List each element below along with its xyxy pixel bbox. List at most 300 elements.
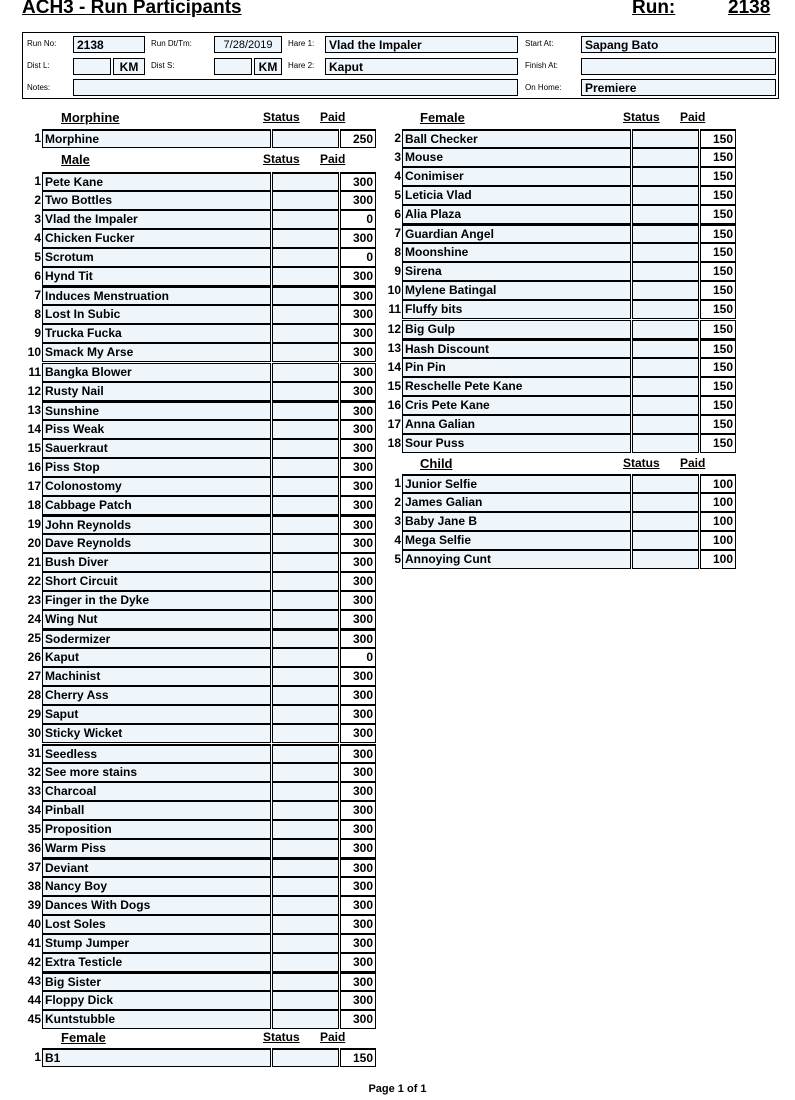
status-cell[interactable] xyxy=(272,420,339,439)
table-row[interactable] xyxy=(22,744,376,763)
paid-amount[interactable]: 300 xyxy=(340,477,376,496)
status-cell[interactable] xyxy=(272,401,339,420)
paid-amount[interactable]: 100 xyxy=(700,550,736,569)
participant-name[interactable]: Chicken Fucker xyxy=(42,229,271,248)
table-row[interactable] xyxy=(22,458,376,477)
table-row[interactable] xyxy=(380,281,736,300)
table-row[interactable] xyxy=(22,515,376,534)
status-cell[interactable] xyxy=(272,1048,339,1067)
participant-name[interactable]: Sirena xyxy=(402,262,631,281)
participant-name[interactable]: Junior Selfie xyxy=(402,474,631,493)
table-row[interactable] xyxy=(22,724,376,743)
participant-name[interactable]: Floppy Dick xyxy=(42,991,271,1010)
row-number: 17 xyxy=(27,478,41,493)
table-row[interactable] xyxy=(22,686,376,705)
hare2-field[interactable]: Kaput xyxy=(325,58,518,75)
participant-name[interactable]: Hynd Tit xyxy=(42,267,271,286)
table-row[interactable] xyxy=(22,591,376,610)
table-row[interactable] xyxy=(22,210,376,229)
paid-amount[interactable]: 300 xyxy=(340,267,376,286)
hare1-field[interactable]: Vlad the Impaler xyxy=(325,36,518,53)
status-cell[interactable] xyxy=(632,262,699,281)
status-cell[interactable] xyxy=(272,629,339,648)
paid-amount[interactable]: 300 xyxy=(340,991,376,1010)
status-cell[interactable] xyxy=(632,550,699,569)
status-cell[interactable] xyxy=(272,782,339,801)
paid-amount[interactable]: 300 xyxy=(340,877,376,896)
table-row[interactable] xyxy=(22,477,376,496)
table-row[interactable] xyxy=(22,229,376,248)
table-row[interactable] xyxy=(380,320,736,339)
participant-name[interactable]: Mega Selfie xyxy=(402,531,631,550)
status-cell[interactable] xyxy=(272,343,339,362)
participant-name[interactable]: Machinist xyxy=(42,667,271,686)
table-row[interactable] xyxy=(22,915,376,934)
paid-amount[interactable]: 300 xyxy=(340,515,376,534)
paid-amount[interactable]: 150 xyxy=(700,320,736,339)
paid-amount[interactable]: 300 xyxy=(340,953,376,972)
table-row[interactable] xyxy=(380,224,736,243)
participant-name[interactable]: Cabbage Patch xyxy=(42,496,271,515)
table-row[interactable] xyxy=(22,953,376,972)
participant-name[interactable]: Annoying Cunt xyxy=(402,550,631,569)
paid-amount[interactable]: 300 xyxy=(340,305,376,324)
paid-amount[interactable]: 150 xyxy=(700,415,736,434)
dist-s-label: Dist S: xyxy=(151,61,175,70)
participant-name[interactable]: Bush Diver xyxy=(42,553,271,572)
paid-amount[interactable]: 0 xyxy=(340,648,376,667)
paid-amount[interactable]: 100 xyxy=(700,474,736,493)
table-row[interactable] xyxy=(380,550,736,569)
paid-amount[interactable]: 150 xyxy=(700,396,736,415)
status-cell[interactable] xyxy=(272,1010,339,1029)
paid-amount[interactable]: 300 xyxy=(340,286,376,305)
table-row[interactable] xyxy=(22,991,376,1010)
paid-column-header: Paid xyxy=(320,1030,346,1044)
participant-name[interactable]: Mylene Batingal xyxy=(402,281,631,300)
paid-amount[interactable]: 300 xyxy=(340,724,376,743)
paid-amount[interactable]: 300 xyxy=(340,363,376,382)
status-cell[interactable] xyxy=(632,281,699,300)
participant-name[interactable]: James Galian xyxy=(402,493,631,512)
table-row[interactable] xyxy=(22,667,376,686)
participant-name[interactable]: Wing Nut xyxy=(42,610,271,629)
paid-amount[interactable]: 300 xyxy=(340,972,376,991)
status-cell[interactable] xyxy=(272,763,339,782)
table-row[interactable] xyxy=(380,300,736,319)
status-cell[interactable] xyxy=(632,186,699,205)
status-cell[interactable] xyxy=(632,493,699,512)
table-row[interactable] xyxy=(22,324,376,343)
paid-amount[interactable]: 300 xyxy=(340,572,376,591)
status-cell[interactable] xyxy=(632,148,699,167)
table-row[interactable] xyxy=(22,286,376,305)
table-row[interactable] xyxy=(22,191,376,210)
table-row[interactable] xyxy=(22,972,376,991)
paid-amount[interactable]: 300 xyxy=(340,610,376,629)
status-cell[interactable] xyxy=(272,553,339,572)
participant-name[interactable]: Sour Puss xyxy=(402,434,631,453)
participant-name[interactable]: Lost In Subic xyxy=(42,305,271,324)
status-cell[interactable] xyxy=(632,531,699,550)
status-cell[interactable] xyxy=(632,300,699,319)
table-row[interactable] xyxy=(22,267,376,286)
participant-name[interactable]: Pin Pin xyxy=(402,358,631,377)
status-cell[interactable] xyxy=(272,286,339,305)
table-row[interactable] xyxy=(380,167,736,186)
table-row[interactable] xyxy=(22,934,376,953)
participant-name[interactable]: Finger in the Dyke xyxy=(42,591,271,610)
table-row[interactable] xyxy=(22,363,376,382)
paid-amount[interactable]: 300 xyxy=(340,420,376,439)
status-cell[interactable] xyxy=(272,648,339,667)
paid-amount[interactable]: 150 xyxy=(700,205,736,224)
paid-amount[interactable]: 100 xyxy=(700,531,736,550)
table-row[interactable] xyxy=(22,705,376,724)
participant-name[interactable]: See more stains xyxy=(42,763,271,782)
paid-amount[interactable]: 300 xyxy=(340,744,376,763)
table-row[interactable] xyxy=(380,434,736,453)
table-row[interactable] xyxy=(22,629,376,648)
table-row[interactable] xyxy=(380,512,736,531)
paid-amount[interactable]: 100 xyxy=(700,512,736,531)
table-row[interactable] xyxy=(22,648,376,667)
table-row[interactable] xyxy=(380,396,736,415)
table-row[interactable] xyxy=(22,129,376,148)
paid-amount[interactable]: 300 xyxy=(340,458,376,477)
paid-amount[interactable]: 300 xyxy=(340,172,376,191)
participant-name[interactable]: Ball Checker xyxy=(402,129,631,148)
row-number: 5 xyxy=(394,552,401,567)
participant-name[interactable]: Two Bottles xyxy=(42,191,271,210)
table-row[interactable] xyxy=(380,474,736,493)
participant-name[interactable]: Smack My Arse xyxy=(42,343,271,362)
participant-name[interactable]: B1 xyxy=(42,1048,271,1067)
participant-name[interactable]: Bangka Blower xyxy=(42,363,271,382)
status-cell[interactable] xyxy=(272,934,339,953)
participant-name[interactable]: Proposition xyxy=(42,820,271,839)
table-row[interactable] xyxy=(22,1010,376,1029)
table-row[interactable] xyxy=(22,839,376,858)
participant-name[interactable]: Kuntstubble xyxy=(42,1010,271,1029)
participant-name[interactable]: Pete Kane xyxy=(42,172,271,191)
table-row[interactable] xyxy=(22,305,376,324)
participant-name[interactable]: Mouse xyxy=(402,148,631,167)
status-cell[interactable] xyxy=(272,363,339,382)
status-cell[interactable] xyxy=(272,248,339,267)
paid-amount[interactable]: 300 xyxy=(340,324,376,343)
paid-amount[interactable]: 300 xyxy=(340,629,376,648)
participant-name[interactable]: Rusty Nail xyxy=(42,382,271,401)
run-dt-field[interactable]: 7/28/2019 xyxy=(214,36,282,53)
participant-name[interactable]: Guardian Angel xyxy=(402,224,631,243)
paid-amount[interactable]: 300 xyxy=(340,1010,376,1029)
participant-name[interactable]: Piss Stop xyxy=(42,458,271,477)
status-cell[interactable] xyxy=(272,991,339,1010)
paid-amount[interactable]: 300 xyxy=(340,343,376,362)
table-row[interactable] xyxy=(22,534,376,553)
status-cell[interactable] xyxy=(272,858,339,877)
status-cell[interactable] xyxy=(272,724,339,743)
dist-s-field[interactable] xyxy=(214,58,252,75)
table-row[interactable] xyxy=(22,610,376,629)
section-title: Female xyxy=(420,110,465,125)
notes-field[interactable] xyxy=(73,79,518,96)
participant-name[interactable]: Baby Jane B xyxy=(402,512,631,531)
table-row[interactable] xyxy=(380,186,736,205)
status-cell[interactable] xyxy=(272,515,339,534)
status-cell[interactable] xyxy=(632,339,699,358)
status-cell[interactable] xyxy=(632,320,699,339)
row-number: 29 xyxy=(27,707,41,722)
status-cell[interactable] xyxy=(272,496,339,515)
status-cell[interactable] xyxy=(272,686,339,705)
participant-name[interactable]: Deviant xyxy=(42,858,271,877)
status-cell[interactable] xyxy=(272,877,339,896)
status-cell[interactable] xyxy=(272,896,339,915)
paid-amount[interactable]: 300 xyxy=(340,915,376,934)
paid-amount[interactable]: 150 xyxy=(700,300,736,319)
status-cell[interactable] xyxy=(272,324,339,343)
paid-amount[interactable]: 300 xyxy=(340,401,376,420)
table-row[interactable] xyxy=(380,205,736,224)
participant-name[interactable]: Saput xyxy=(42,705,271,724)
paid-amount[interactable]: 300 xyxy=(340,763,376,782)
participant-name[interactable]: Induces Menstruation xyxy=(42,286,271,305)
status-cell[interactable] xyxy=(272,915,339,934)
status-column-header: Status xyxy=(263,1030,300,1044)
status-cell[interactable] xyxy=(632,434,699,453)
status-cell[interactable] xyxy=(272,229,339,248)
paid-amount[interactable]: 150 xyxy=(340,1048,376,1067)
paid-amount[interactable]: 300 xyxy=(340,667,376,686)
participant-name[interactable]: Scrotum xyxy=(42,248,271,267)
paid-amount[interactable]: 300 xyxy=(340,839,376,858)
participant-name[interactable]: Piss Weak xyxy=(42,420,271,439)
paid-amount[interactable]: 300 xyxy=(340,705,376,724)
table-row[interactable] xyxy=(22,877,376,896)
table-row[interactable] xyxy=(22,572,376,591)
table-row[interactable] xyxy=(380,531,736,550)
paid-amount[interactable]: 300 xyxy=(340,439,376,458)
status-cell[interactable] xyxy=(272,210,339,229)
paid-amount[interactable]: 300 xyxy=(340,591,376,610)
table-row[interactable] xyxy=(22,553,376,572)
status-cell[interactable] xyxy=(272,305,339,324)
status-cell[interactable] xyxy=(272,458,339,477)
participant-name[interactable]: John Reynolds xyxy=(42,515,271,534)
status-cell[interactable] xyxy=(272,191,339,210)
participant-name[interactable]: Dave Reynolds xyxy=(42,534,271,553)
status-cell[interactable] xyxy=(272,129,339,148)
paid-amount[interactable]: 300 xyxy=(340,820,376,839)
status-cell[interactable] xyxy=(272,610,339,629)
status-cell[interactable] xyxy=(272,477,339,496)
participant-name[interactable]: Alia Plaza xyxy=(402,205,631,224)
participant-name[interactable]: Fluffy bits xyxy=(402,300,631,319)
participant-name[interactable]: Charcoal xyxy=(42,782,271,801)
paid-amount[interactable]: 300 xyxy=(340,496,376,515)
dist-l-field[interactable] xyxy=(73,58,111,75)
table-row[interactable] xyxy=(22,439,376,458)
status-cell[interactable] xyxy=(272,534,339,553)
table-row[interactable] xyxy=(380,243,736,262)
status-cell[interactable] xyxy=(272,839,339,858)
paid-amount[interactable]: 300 xyxy=(340,801,376,820)
table-row[interactable] xyxy=(380,493,736,512)
status-cell[interactable] xyxy=(272,667,339,686)
paid-amount[interactable]: 150 xyxy=(700,281,736,300)
status-cell[interactable] xyxy=(632,205,699,224)
participant-name[interactable]: Sodermizer xyxy=(42,629,271,648)
status-cell[interactable] xyxy=(272,382,339,401)
paid-amount[interactable]: 150 xyxy=(700,167,736,186)
status-cell[interactable] xyxy=(272,820,339,839)
status-cell[interactable] xyxy=(632,129,699,148)
paid-amount[interactable]: 150 xyxy=(700,148,736,167)
run-no-field[interactable]: 2138 xyxy=(73,36,145,53)
table-row[interactable] xyxy=(22,1048,376,1067)
status-cell[interactable] xyxy=(632,474,699,493)
table-row[interactable] xyxy=(22,782,376,801)
participant-name[interactable]: Moonshine xyxy=(402,243,631,262)
status-cell[interactable] xyxy=(272,591,339,610)
paid-column-header: Paid xyxy=(320,110,346,124)
row-number: 30 xyxy=(27,726,41,741)
paid-amount[interactable]: 300 xyxy=(340,896,376,915)
table-row[interactable] xyxy=(22,248,376,267)
paid-amount[interactable]: 300 xyxy=(340,686,376,705)
paid-amount[interactable]: 150 xyxy=(700,377,736,396)
status-cell[interactable] xyxy=(632,358,699,377)
paid-amount[interactable]: 300 xyxy=(340,858,376,877)
status-cell[interactable] xyxy=(272,744,339,763)
table-row[interactable] xyxy=(22,420,376,439)
participant-name[interactable]: Leticia Vlad xyxy=(402,186,631,205)
participant-name[interactable]: Vlad the Impaler xyxy=(42,210,271,229)
table-row[interactable] xyxy=(22,401,376,420)
participant-name[interactable]: Hash Discount xyxy=(402,339,631,358)
paid-amount[interactable]: 300 xyxy=(340,191,376,210)
paid-amount[interactable]: 150 xyxy=(700,434,736,453)
status-cell[interactable] xyxy=(272,801,339,820)
paid-amount[interactable]: 150 xyxy=(700,339,736,358)
participant-name[interactable]: Big Sister xyxy=(42,972,271,991)
paid-amount[interactable]: 150 xyxy=(700,262,736,281)
paid-amount[interactable]: 0 xyxy=(340,210,376,229)
table-row[interactable] xyxy=(22,820,376,839)
paid-amount[interactable]: 0 xyxy=(340,248,376,267)
paid-amount[interactable]: 300 xyxy=(340,229,376,248)
participant-name[interactable]: Big Gulp xyxy=(402,320,631,339)
status-cell[interactable] xyxy=(272,705,339,724)
status-cell[interactable] xyxy=(632,377,699,396)
status-cell[interactable] xyxy=(272,972,339,991)
participant-name[interactable]: Cherry Ass xyxy=(42,686,271,705)
paid-amount[interactable]: 300 xyxy=(340,382,376,401)
onhome-field[interactable]: Premiere xyxy=(581,79,776,96)
paid-amount[interactable]: 250 xyxy=(340,129,376,148)
paid-amount[interactable]: 300 xyxy=(340,553,376,572)
participant-name[interactable]: Trucka Fucka xyxy=(42,324,271,343)
table-row[interactable] xyxy=(22,382,376,401)
participant-name[interactable]: Warm Piss xyxy=(42,839,271,858)
paid-amount[interactable]: 150 xyxy=(700,129,736,148)
participant-name[interactable]: Seedless xyxy=(42,744,271,763)
table-row[interactable] xyxy=(380,358,736,377)
participant-name[interactable]: Sauerkraut xyxy=(42,439,271,458)
participant-name[interactable]: Conimiser xyxy=(402,167,631,186)
table-row[interactable] xyxy=(22,496,376,515)
child-section-header xyxy=(380,456,715,474)
status-cell[interactable] xyxy=(272,439,339,458)
table-row[interactable] xyxy=(380,415,736,434)
participant-name[interactable]: Anna Galian xyxy=(402,415,631,434)
participant-name[interactable]: Sunshine xyxy=(42,401,271,420)
status-cell[interactable] xyxy=(272,267,339,286)
finish-field[interactable] xyxy=(581,58,776,75)
participant-name[interactable]: Lost Soles xyxy=(42,915,271,934)
paid-amount[interactable]: 100 xyxy=(700,493,736,512)
table-row[interactable] xyxy=(380,377,736,396)
paid-amount[interactable]: 300 xyxy=(340,934,376,953)
status-cell[interactable] xyxy=(272,172,339,191)
table-row[interactable] xyxy=(380,129,736,148)
table-row[interactable] xyxy=(22,896,376,915)
participant-name[interactable]: Pinball xyxy=(42,801,271,820)
table-row[interactable] xyxy=(22,172,376,191)
paid-amount[interactable]: 150 xyxy=(700,358,736,377)
participant-name[interactable]: Stump Jumper xyxy=(42,934,271,953)
paid-amount[interactable]: 150 xyxy=(700,186,736,205)
participant-name[interactable]: Dances With Dogs xyxy=(42,896,271,915)
row-number: 33 xyxy=(27,783,41,798)
status-cell[interactable] xyxy=(632,512,699,531)
table-row[interactable] xyxy=(380,339,736,358)
participant-name[interactable]: Reschelle Pete Kane xyxy=(402,377,631,396)
participant-name[interactable]: Extra Testicle xyxy=(42,953,271,972)
participant-name[interactable]: Cris Pete Kane xyxy=(402,396,631,415)
table-row[interactable] xyxy=(380,148,736,167)
table-row[interactable] xyxy=(22,763,376,782)
start-field[interactable]: Sapang Bato xyxy=(581,36,776,53)
table-row[interactable] xyxy=(22,858,376,877)
row-number: 42 xyxy=(27,955,41,970)
participant-name[interactable]: Morphine xyxy=(42,129,271,148)
status-cell[interactable] xyxy=(632,415,699,434)
paid-amount[interactable]: 300 xyxy=(340,534,376,553)
participant-name[interactable]: Short Circuit xyxy=(42,572,271,591)
status-cell[interactable] xyxy=(272,572,339,591)
participant-name[interactable]: Colonostomy xyxy=(42,477,271,496)
status-cell[interactable] xyxy=(272,953,339,972)
participant-name[interactable]: Kaput xyxy=(42,648,271,667)
table-row[interactable] xyxy=(22,801,376,820)
paid-amount[interactable]: 300 xyxy=(340,782,376,801)
status-cell[interactable] xyxy=(632,224,699,243)
dist-l-label: Dist L: xyxy=(27,61,50,70)
table-row[interactable] xyxy=(22,343,376,362)
paid-amount[interactable]: 150 xyxy=(700,243,736,262)
row-number: 5 xyxy=(394,188,401,203)
status-cell[interactable] xyxy=(632,243,699,262)
participant-name[interactable]: Sticky Wicket xyxy=(42,724,271,743)
participant-name[interactable]: Nancy Boy xyxy=(42,877,271,896)
table-row[interactable] xyxy=(380,262,736,281)
status-cell[interactable] xyxy=(632,167,699,186)
paid-amount[interactable]: 150 xyxy=(700,224,736,243)
status-cell[interactable] xyxy=(632,396,699,415)
